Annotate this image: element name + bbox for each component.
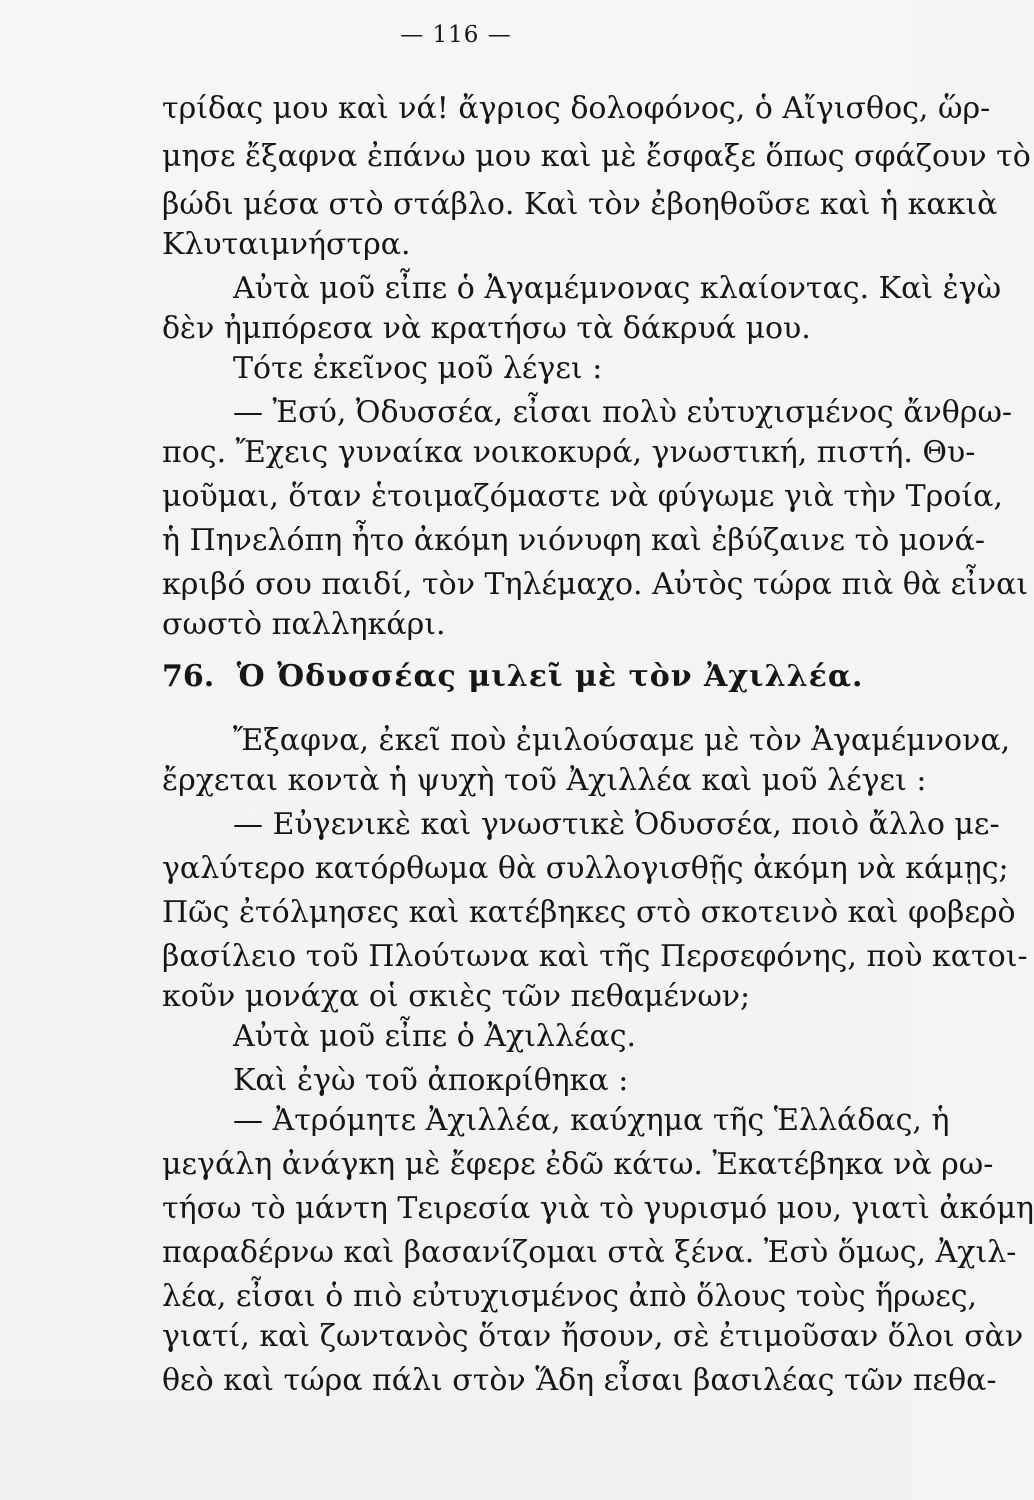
- text-line: Αὐτὰ μοῦ εἶπε ὁ Ἀγαμέμνονας κλαίοντας. Καὶ ἐγὼ: [233, 271, 1002, 306]
- text-line: δὲν ἠμπόρεσα νὰ κρατήσω τὰ δάκρυά μου.: [162, 311, 811, 346]
- text-line: Καὶ ἐγὼ τοῦ ἀποκρίθηκα :: [233, 1063, 629, 1098]
- text-line: βασίλειο τοῦ Πλούτωνα καὶ τῆς Περσεφόνης, ποὺ κατοι-: [162, 939, 1028, 974]
- text-line: μοῦμαι, ὅταν ἑτοιμαζόμαστε νὰ φύγωμε γιὰ τὴν Τροία,: [162, 479, 1003, 514]
- text-line: πος. Ἔχεις γυναίκα νοικοκυρά, γνωστική, πιστή. Θυ-: [162, 435, 976, 470]
- text-line: γιατί, καὶ ζωντανὸς ὅταν ἤσουν, σὲ ἐτιμοῦσαν ὅλοι σὰν: [162, 1319, 1024, 1354]
- text-line: θεὸ καὶ τώρα πάλι στὸν Ἅδη εἶσαι βασιλέας τῶν πεθα-: [162, 1363, 997, 1398]
- text-line: μησε ἔξαφνα ἐπάνω μου καὶ μὲ ἔσφαξε ὅπως σφάζουν τὸ: [162, 139, 1031, 174]
- text-line: μεγάλη ἀνάγκη μὲ ἔφερε ἐδῶ κάτω. Ἐκατέβηκα νὰ ρω-: [162, 1147, 994, 1182]
- text-line: γαλύτερο κατόρθωμα θὰ συλλογισθῇς ἀκόμη νὰ κάμῃς;: [162, 851, 1009, 886]
- text-line: Πῶς ἐτόλμησες καὶ κατέβηκες στὸ σκοτεινὸ καὶ φοβερὸ: [162, 895, 1016, 930]
- text-line: κριβό σου παιδί, τὸν Τηλέμαχο. Αὐτὸς τώρα πιὰ θὰ εἶναι: [162, 567, 1029, 602]
- text-line: βώδι μέσα στὸ στάβλο. Καὶ τὸν ἐβοηθοῦσε καὶ ἡ κακιὰ: [162, 187, 998, 222]
- text-line: τρίδας μου καὶ νά! ἄγριος δολοφόνος, ὁ Αἴγισθος, ὥρ-: [162, 91, 991, 126]
- text-line: ἡ Πηνελόπη ἦτο ἀκόμη νιόνυφη καὶ ἐβύζαινε τὸ μονά-: [162, 523, 985, 558]
- section-title: Ὁ Ὀδυσσέας μιλεῖ μὲ τὸν Ἀχιλλέα.: [236, 659, 864, 694]
- text-line: κοῦν μονάχα οἱ σκιὲς τῶν πεθαμένων;: [162, 979, 751, 1014]
- text-line: — Ἐσύ, Ὀδυσσέα, εἶσαι πολὺ εὐτυχισμένος ἄνθρω-: [233, 395, 1013, 430]
- section-heading: [162, 653, 906, 701]
- text-line: ἔρχεται κοντὰ ἡ ψυχὴ τοῦ Ἀχιλλέα καὶ μοῦ λέγει :: [162, 763, 927, 798]
- text-line: Ἔξαφνα, ἐκεῖ ποὺ ἐμιλούσαμε μὲ τὸν Ἀγαμέμνονα,: [233, 723, 1011, 758]
- text-line: παραδέρνω καὶ βασανίζομαι στὰ ξένα. Ἐσὺ ὅμως, Ἀχιλ-: [162, 1235, 1017, 1270]
- text-line: τήσω τὸ μάντη Τειρεσία γιὰ τὸ γυρισμό μου, γιατὶ ἀκόμη: [162, 1191, 1034, 1226]
- text-line: λέα, εἶσαι ὁ πιὸ εὐτυχισμένος ἀπὸ ὅλους τοὺς ἥρωες,: [162, 1279, 978, 1314]
- text-line: Αὐτὰ μοῦ εἶπε ὁ Ἀχιλλέας.: [233, 1019, 637, 1054]
- text-line: σωστὸ παλληκάρι.: [162, 607, 446, 642]
- text-line: — Ἀτρόμητε Ἀχιλλέα, καύχημα τῆς Ἑλλάδας, ἡ: [233, 1103, 950, 1138]
- text-line: Τότε ἐκεῖνος μοῦ λέγει :: [233, 351, 603, 386]
- text-line: — Εὐγενικὲ καὶ γνωστικὲ Ὀδυσσέα, ποιὸ ἄλλο με-: [233, 807, 1000, 842]
- text-line: Κλυταιμνήστρα.: [162, 227, 411, 262]
- section-number: 76.: [162, 659, 215, 694]
- page-number: — 116 —: [400, 22, 512, 48]
